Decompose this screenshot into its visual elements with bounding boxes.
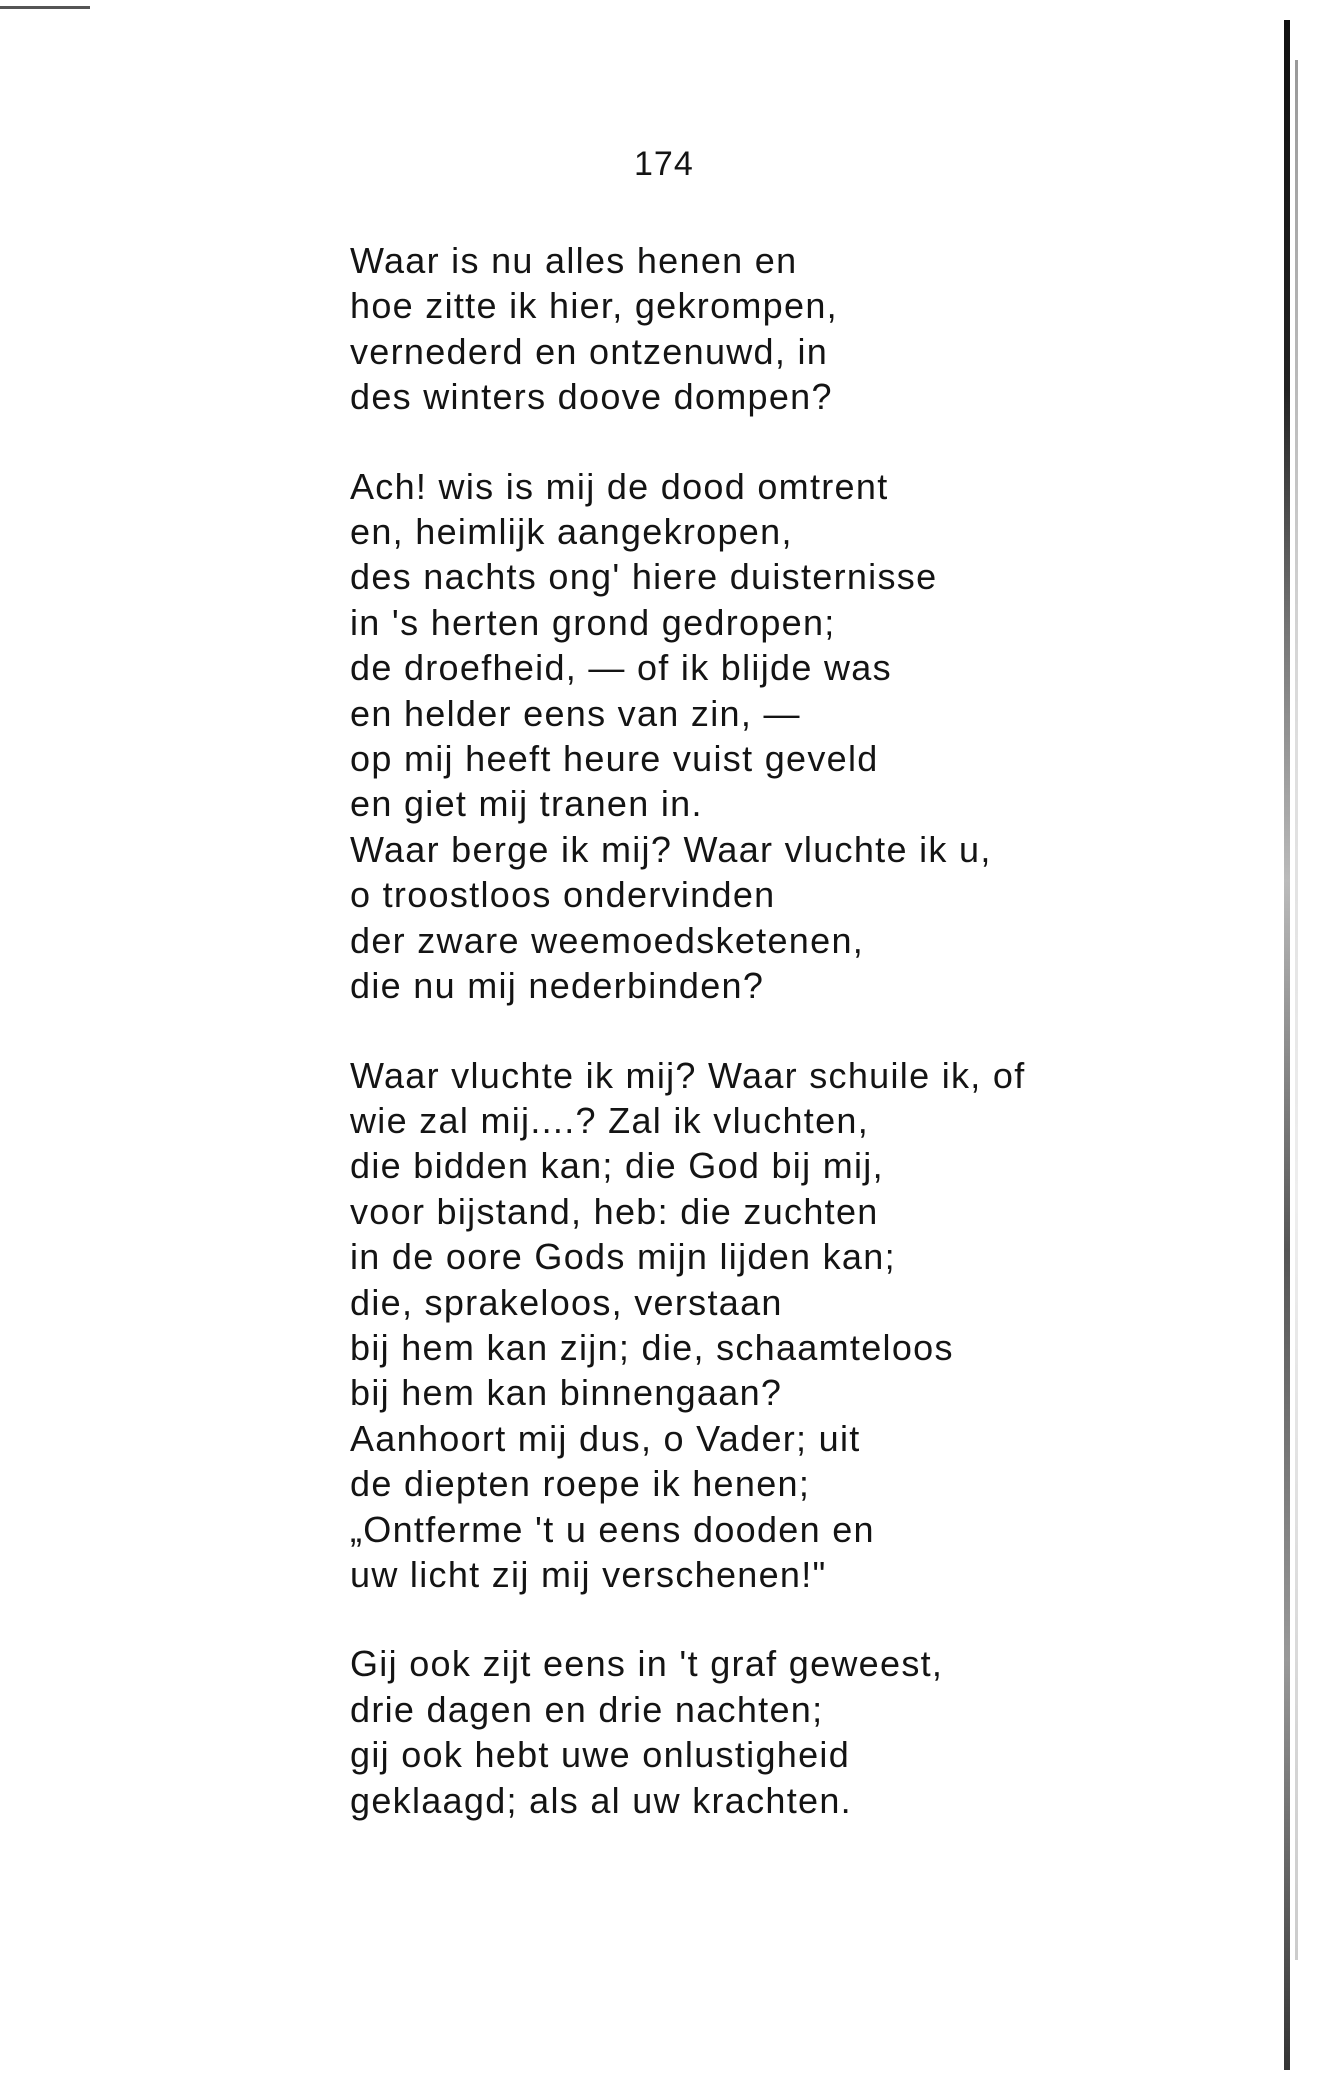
poem-line: die, sprakeloos, verstaan — [350, 1281, 783, 1323]
poem-line: „Ontferme 't u eens dooden en — [350, 1508, 875, 1550]
stanza — [350, 238, 1110, 420]
poem-line: der zware weemoedsketenen, — [350, 919, 865, 961]
poem-line: die nu mij nederbinden? — [350, 965, 765, 1007]
poem-line: des winters doove dompen? — [350, 376, 833, 418]
poem-line: Gij ook zijt eens in 't graf geweest, — [350, 1643, 944, 1685]
poem-line: bij hem kan zijn; die, schaamteloos — [350, 1326, 954, 1368]
poem-line: vernederd en ontzenuwd, in — [350, 330, 829, 372]
poem-line: Waar berge ik mij? Waar vluchte ik u, — [350, 828, 992, 870]
poem-line: bij hem kan binnengaan? — [350, 1372, 783, 1414]
poem-line: de diepten roepe ik henen; — [350, 1463, 811, 1505]
poem-line: en giet mij tranen in. — [350, 783, 703, 825]
stanza — [350, 1641, 1110, 1823]
poem-line: o troostloos ondervinden — [350, 874, 776, 916]
poem-line: uw licht zij mij verschenen!" — [350, 1553, 827, 1595]
poem-line: in de oore Gods mijn lijden kan; — [350, 1236, 896, 1278]
poem-line: des nachts ong' hiere duisternisse — [350, 556, 938, 598]
poem-line: voor bijstand, heb: die zuchten — [350, 1190, 879, 1232]
page-number: 174 — [634, 145, 694, 183]
poem-line: wie zal mij....? Zal ik vluchten, — [350, 1099, 870, 1141]
stanza — [350, 1053, 1110, 1598]
poem-line: de droefheid, — of ik blijde was — [350, 647, 892, 689]
poem-line: hoe zitte ik hier, gekrompen, — [350, 285, 838, 327]
stanza — [350, 464, 1110, 1009]
scan-edge-right — [1284, 20, 1290, 2070]
poem-line: drie dagen en drie nachten; — [350, 1688, 824, 1730]
poem-line: Waar is nu alles henen en — [350, 240, 798, 281]
scan-edge-shadow — [1295, 60, 1298, 1960]
scan-edge-top — [0, 6, 90, 9]
poem-line: Aanhoort mij dus, o Vader; uit — [350, 1417, 861, 1459]
poem-line: geklaagd; als al uw krachten. — [350, 1779, 852, 1821]
poem-line: op mij heeft heure vuist geveld — [350, 738, 879, 780]
poem-line: Waar vluchte ik mij? Waar schuile ik, of — [350, 1054, 1026, 1096]
poem-line: en helder eens van zin, — — [350, 692, 801, 734]
poem-line: die bidden kan; die God bij mij, — [350, 1145, 884, 1187]
poem-line: in 's herten grond gedropen; — [350, 601, 836, 643]
poem-line: en, heimlijk aangekropen, — [350, 511, 793, 553]
poem — [350, 238, 1110, 1867]
poem-line: Ach! wis is mij de dood omtrent — [350, 465, 889, 507]
poem-line: gij ook hebt uwe onlustigheid — [350, 1734, 851, 1776]
